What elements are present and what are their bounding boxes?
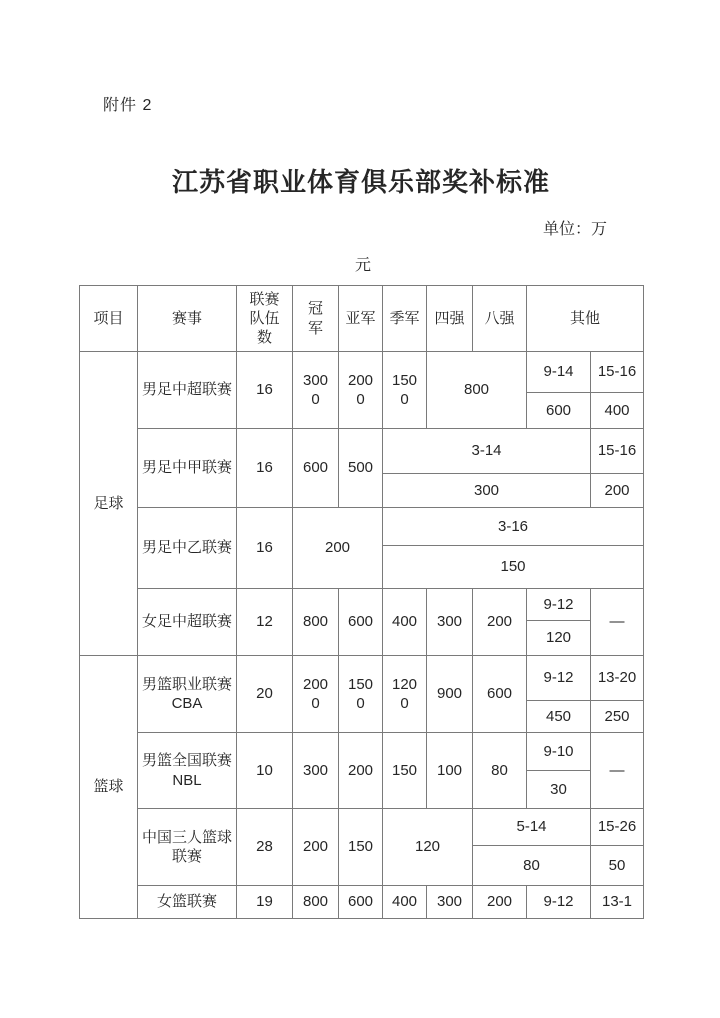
header-champion: [293, 286, 339, 352]
cell-merged-amount: 300: [383, 474, 591, 508]
cell-other-dash: —: [591, 589, 644, 656]
cell-champion: 3000: [293, 352, 339, 429]
cell-other-dash: —: [591, 733, 644, 809]
table-row: [80, 733, 644, 771]
cell-other-amount: 600: [527, 393, 591, 429]
cell-other-rank: 15-16: [591, 352, 644, 393]
cell-champion: 200: [293, 809, 339, 886]
table-row: [80, 589, 644, 621]
cell-other-rank: 13-20: [591, 656, 644, 701]
cell-top4: 900: [427, 656, 473, 733]
cell-third: 150: [383, 733, 427, 809]
cell-other-rank: 9-10: [527, 733, 591, 771]
header-champion-label: 冠军: [307, 300, 323, 337]
cell-event: 女篮联赛: [138, 886, 237, 919]
cell-champion: 800: [293, 886, 339, 919]
cell-champion: 2000: [293, 656, 339, 733]
cell-champion: 800: [293, 589, 339, 656]
cell-third-top4: 120: [383, 809, 473, 886]
cell-other-rank: 9-12: [527, 589, 591, 621]
header-teams: [237, 286, 293, 352]
attachment-label: 附件 2: [103, 97, 153, 114]
group-label-basketball: 篮球: [80, 656, 138, 919]
cell-merged-rank: 3-16: [383, 508, 644, 546]
header-event: 赛事: [138, 286, 237, 352]
cell-other-rank: 13-1: [591, 886, 644, 919]
cell-other-amount: 200: [591, 474, 644, 508]
cell-event: 男足中甲联赛: [138, 429, 237, 508]
cell-runner-up: 500: [339, 429, 383, 508]
cell-runner-up: 600: [339, 589, 383, 656]
header-top4: 四强: [427, 286, 473, 352]
cell-teams: 16: [237, 352, 293, 429]
cell-top4-top8: 800: [427, 352, 527, 429]
cell-champion: 600: [293, 429, 339, 508]
cell-teams: 20: [237, 656, 293, 733]
cell-other-rank: 15-16: [591, 429, 644, 474]
table-row: [80, 352, 644, 393]
cell-teams: 10: [237, 733, 293, 809]
cell-other-amount: 120: [527, 621, 591, 656]
cell-top8: 80: [473, 733, 527, 809]
cell-top4: 300: [427, 589, 473, 656]
cell-top8: 600: [473, 656, 527, 733]
cell-merged-rank: 3-14: [383, 429, 591, 474]
header-project: 项目: [80, 286, 138, 352]
cell-other-amount: 250: [591, 701, 644, 733]
table-row: [80, 429, 644, 474]
cell-top4: 300: [427, 886, 473, 919]
cell-other-amount: 50: [591, 846, 644, 886]
cell-other-rank: 9-14: [527, 352, 591, 393]
table-row: [80, 809, 644, 846]
document-title: 江苏省职业体育俱乐部奖补标准: [171, 167, 550, 197]
cell-teams: 16: [237, 429, 293, 508]
cell-runner-up: 600: [339, 886, 383, 919]
award-standard-table: [79, 285, 644, 919]
table-row: [80, 508, 644, 546]
cell-third: 1200: [383, 656, 427, 733]
cell-third: 400: [383, 589, 427, 656]
cell-other-rank: 9-12: [527, 656, 591, 701]
unit-label-line1: 单位：万: [542, 221, 607, 238]
cell-event: 男篮职业联赛CBA: [138, 656, 237, 733]
cell-third: 1500: [383, 352, 427, 429]
cell-champion-runner-up: 200: [293, 508, 383, 589]
unit-label-line2: 元: [354, 257, 371, 274]
header-runner-up: 亚军: [339, 286, 383, 352]
cell-top8: 200: [473, 589, 527, 656]
cell-other-amount: 450: [527, 701, 591, 733]
cell-runner-up: 1500: [339, 656, 383, 733]
cell-merged-rank: 5-14: [473, 809, 591, 846]
cell-champion: 300: [293, 733, 339, 809]
cell-teams: 19: [237, 886, 293, 919]
cell-runner-up: 150: [339, 809, 383, 886]
cell-teams: 28: [237, 809, 293, 886]
cell-top4: 100: [427, 733, 473, 809]
header-top8: 八强: [473, 286, 527, 352]
header-third: 季军: [383, 286, 427, 352]
cell-merged-amount: 80: [473, 846, 591, 886]
cell-teams: 12: [237, 589, 293, 656]
cell-runner-up: 2000: [339, 352, 383, 429]
cell-third: 400: [383, 886, 427, 919]
cell-other-amount: 400: [591, 393, 644, 429]
cell-event: 女足中超联赛: [138, 589, 237, 656]
cell-merged-amount: 150: [383, 546, 644, 589]
cell-other-amount: 30: [527, 771, 591, 809]
cell-event: 男篮全国联赛NBL: [138, 733, 237, 809]
table-header-row: [80, 286, 644, 352]
table-row: [80, 656, 644, 701]
cell-other-rank: 9-12: [527, 886, 591, 919]
cell-event: 中国三人篮球联赛: [138, 809, 237, 886]
group-label-football: 足球: [80, 352, 138, 656]
cell-teams: 16: [237, 508, 293, 589]
cell-runner-up: 200: [339, 733, 383, 809]
cell-other-rank: 15-26: [591, 809, 644, 846]
cell-event: 男足中超联赛: [138, 352, 237, 429]
cell-top8: 200: [473, 886, 527, 919]
table-row: [80, 886, 644, 919]
cell-event: 男足中乙联赛: [138, 508, 237, 589]
header-teams-label: 联赛队伍数: [249, 290, 280, 347]
header-other: 其他: [527, 286, 644, 352]
